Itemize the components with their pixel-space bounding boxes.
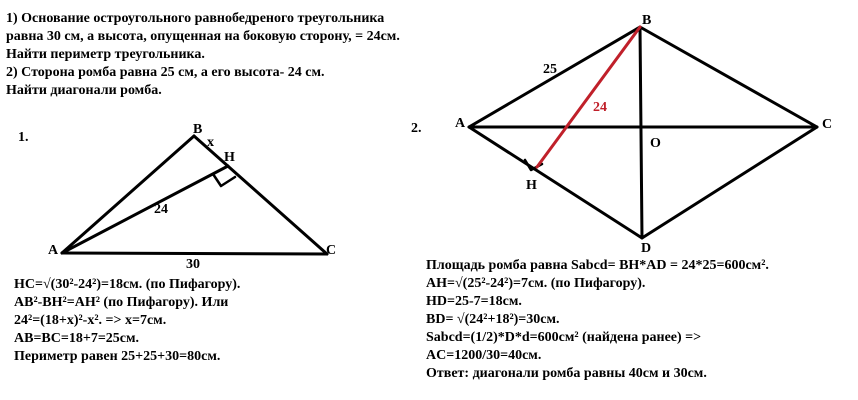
segment-x-label: x — [207, 135, 214, 150]
solution-line: Периметр равен 25+25+30=80см. — [14, 349, 221, 364]
side-25-label: 25 — [543, 62, 557, 77]
base-ac — [62, 253, 327, 254]
side-bc — [194, 136, 327, 254]
vertex-d-label: D — [641, 241, 652, 256]
problem-line: 1) Основание остроугольного равнобедреного треугольника — [6, 11, 385, 26]
solution-1 — [14, 276, 240, 366]
solution-line: AB=BC=18+7=25см. — [14, 331, 140, 346]
center-o-label: O — [650, 136, 661, 151]
diagonal-bd — [640, 27, 642, 238]
solution-line: AB²-BH²=AH² (по Пифагору). Или — [14, 295, 229, 310]
solution-line: Площадь ромба равна Sabcd= BH*AD = 24*25=600см². — [426, 258, 769, 273]
vertex-c-label: C — [326, 243, 337, 258]
base-30-label: 30 — [186, 257, 200, 272]
figure-2-rhombus — [469, 27, 817, 238]
solution-2 — [426, 257, 769, 383]
vertex-a-label: A — [48, 243, 59, 258]
solution-line: HD=25-7=18см. — [426, 294, 522, 309]
solution-line: 24²=(18+x)²-x². => x=7см. — [14, 313, 167, 328]
problem-line: Найти диагонали ромба. — [6, 83, 162, 98]
problem-line: 2) Сторона ромба равна 25 см, а его высота- 24 см. — [6, 65, 325, 80]
vertex-b-label: B — [642, 13, 652, 28]
figure-1-number: 1. — [18, 130, 29, 145]
solution-line: AH=√(25²-24²)=7см. (по Пифагору). — [426, 276, 646, 291]
height-bh — [537, 27, 640, 167]
figure-1-triangle — [62, 136, 327, 254]
problem-line: Найти периметр треугольника. — [6, 47, 205, 62]
height-24-label: 24 — [154, 202, 168, 217]
vertex-c-label: C — [822, 117, 833, 132]
right-angle-mark — [213, 174, 235, 186]
solution-line: HC=√(30²-24²)=18см. (по Пифагору). — [14, 277, 241, 292]
solution-line: Sabcd=(1/2)*D*d=600см² (найдена ранее) => — [426, 330, 702, 345]
point-h-label: H — [224, 150, 235, 165]
solution-line: Ответ: диагонали ромба равны 40см и 30см. — [426, 366, 707, 381]
solution-line: AC=1200/30=40см. — [426, 348, 542, 363]
problem-line: равна 30 см, а высота, опущенная на боковую сторону, = 24см. — [6, 29, 400, 44]
solution-line: BD= √(24²+18²)=30см. — [426, 312, 560, 327]
point-h-label: H — [526, 178, 537, 193]
vertex-b-label: B — [193, 122, 203, 137]
figure-2-number: 2. — [411, 121, 422, 136]
height-24-label: 24 — [593, 100, 607, 115]
vertex-a-label: A — [455, 116, 466, 131]
